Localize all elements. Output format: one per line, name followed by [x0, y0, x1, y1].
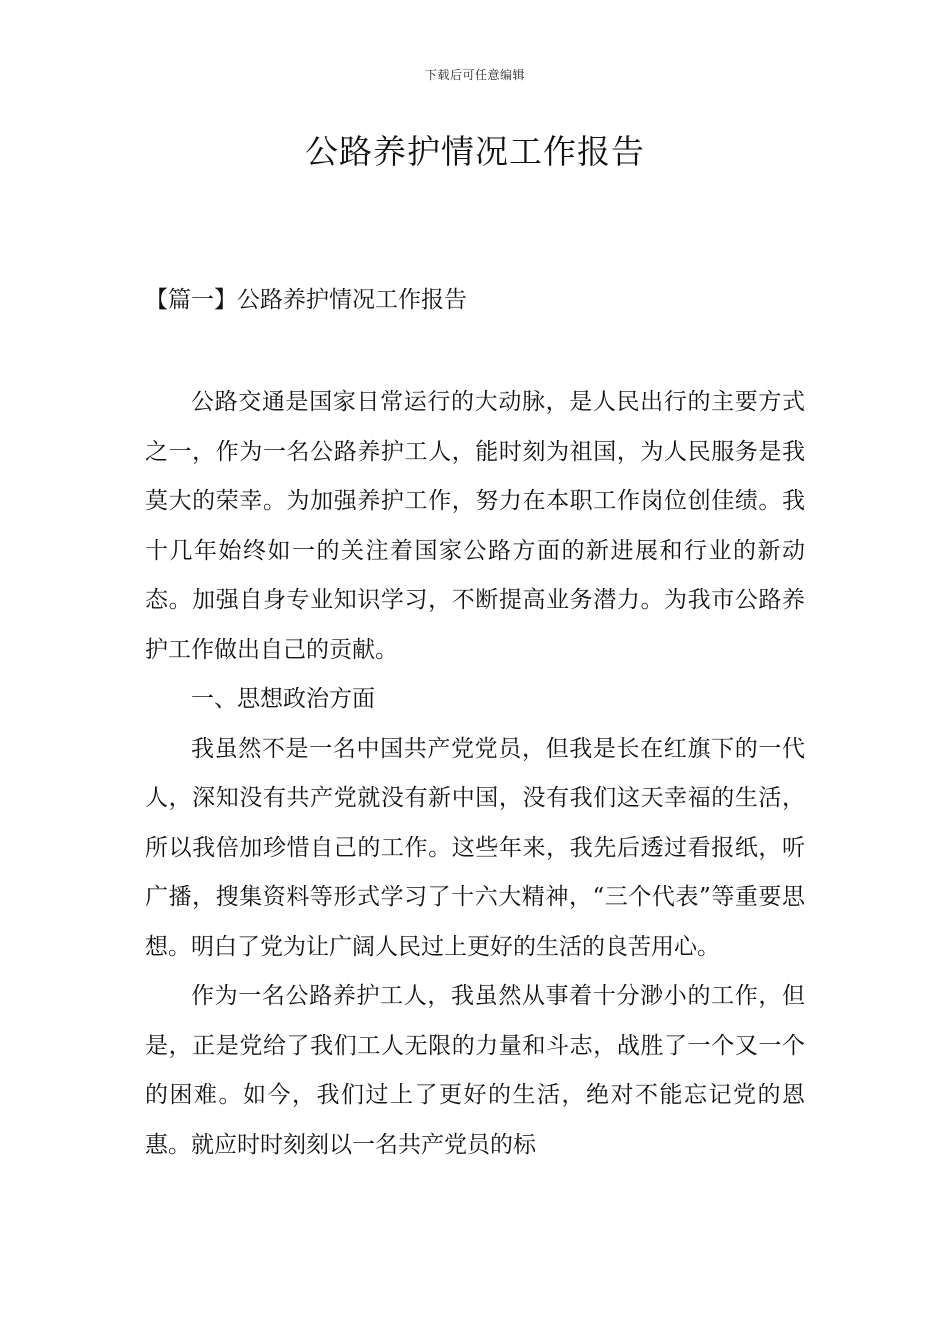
section-heading: 【篇一】公路养护情况工作报告 [145, 287, 467, 313]
paragraph-worker: 作为一名公路养护工人，我虽然从事着十分渺小的工作，但是，正是党给了我们工人无限的力量和斗志，战胜了一个又一个的困难。如今，我们过上了更好的生活，绝对不能忘记党的恩惠。就应时时刻刻以一名共产党员的标 [145, 983, 805, 1158]
header-note: 下载后可任意编辑 [424, 68, 525, 82]
document-body [145, 378, 805, 1170]
subheading-political-thought: 一、思想政治方面 [191, 686, 375, 712]
paragraph-intro: 公路交通是国家日常运行的大动脉，是人民出行的主要方式之一，作为一名公路养护工人，能时刻为祖国，为人民服务是我莫大的荣幸。为加强养护工作，努力在本职工作岗位创佳绩。我十几年始终如一的关注着国家公路方面的新进展和行业的新动态。加强自身专业知识学习，不断提高业务潜力。为我市公路养护工作做出自己的贡献。 [145, 389, 805, 663]
document-title: 公路养护情况工作报告 [305, 132, 645, 171]
paragraph-party: 我虽然不是一名中国共产党党员，但我是长在红旗下的一代人，深知没有共产党就没有新中国，没有我们这天幸福的生活，所以我倍加珍惜自己的工作。这些年来，我先后透过看报纸，听广播，搜集资料等形式学习了十六大精神，“三个代表”等重要思想。明白了党为让广阔人民过上更好的生活的良苦用心。 [145, 735, 805, 960]
